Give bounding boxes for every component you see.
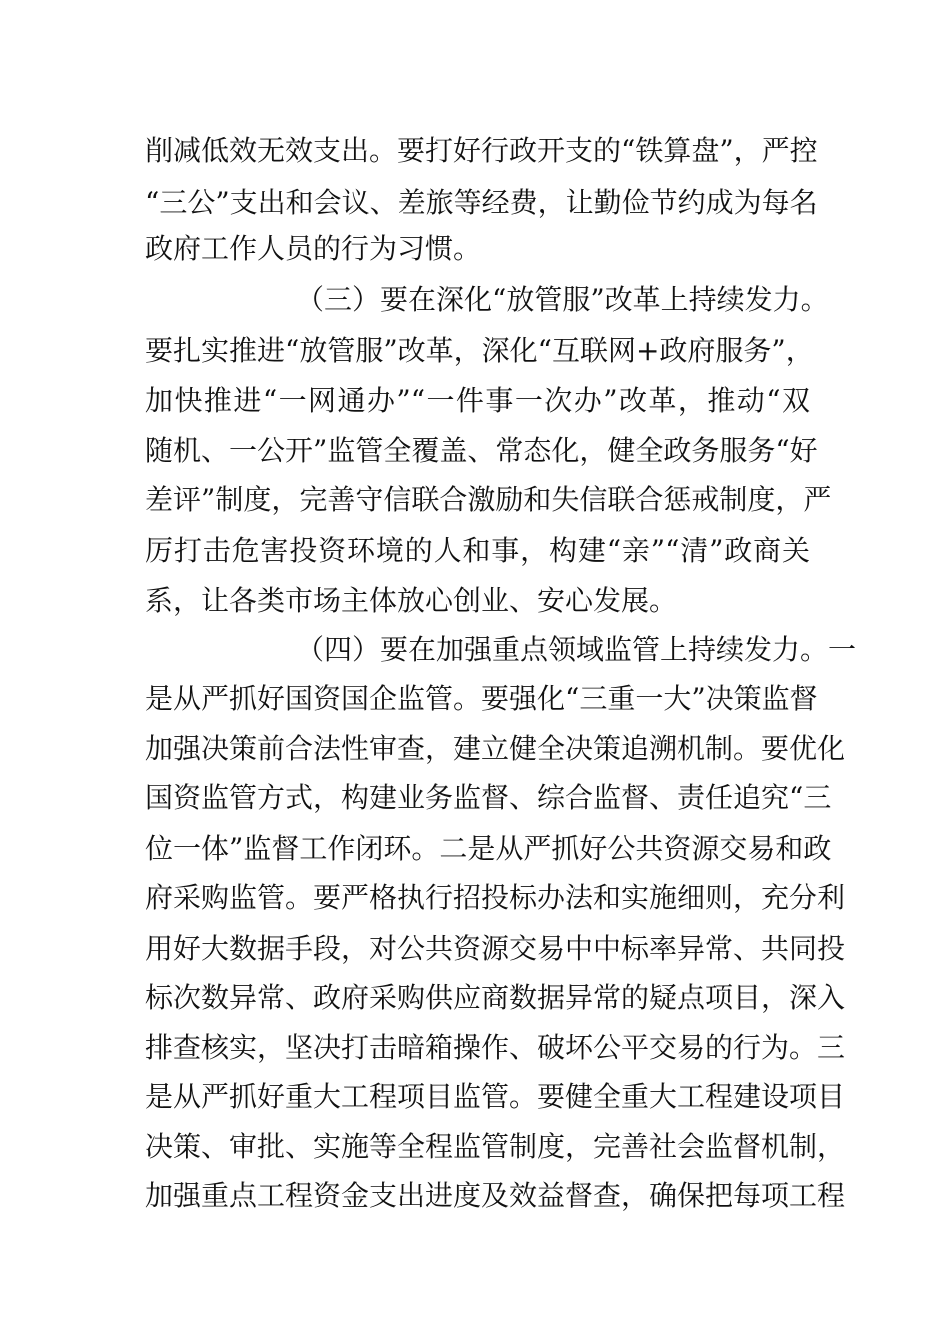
text-line-21: 决策、审批、实施等全程监管制度，完善社会监督机制， bbox=[145, 1130, 846, 1163]
text-line-16: 府采购监管。要严格执行招投标办法和实施细则，充分利 bbox=[145, 881, 846, 914]
text-line-14: 国资监管方式，构建业务监督、综合监督、责任追究“三 bbox=[145, 781, 832, 814]
text-line-7: 随机、一公开”监管全覆盖、常态化，健全政务服务“好 bbox=[145, 434, 818, 467]
text-line-6: 加快推进“一网通办”“一件事一次办”改革，推动“双 bbox=[145, 384, 810, 417]
text-line-20: 是从严抓好重大工程项目监管。要健全重大工程建设项目 bbox=[145, 1080, 846, 1113]
text-line-13: 加强决策前合法性审查，建立健全决策追溯机制。要优化 bbox=[145, 732, 846, 765]
text-line-10: 系，让各类市场主体放心创业、安心发展。 bbox=[145, 584, 678, 617]
section-heading-4: （四）要在加强重点领域监管上持续发力。一 bbox=[296, 633, 857, 666]
section-heading-3: （三）要在深化“放管服”改革上持续发力。 bbox=[296, 283, 829, 316]
text-line-12: 是从严抓好国资国企监管。要强化“三重一大”决策监督 bbox=[145, 682, 818, 715]
text-line-19: 排查核实，坚决打击暗箱操作、破坏公平交易的行为。三 bbox=[145, 1031, 846, 1064]
text-line-2: “三公”支出和会议、差旅等经费，让勤俭节约成为每名 bbox=[145, 186, 818, 219]
text-line-5: 要扎实推进“放管服”改革，深化“互联网+政府服务”， bbox=[145, 334, 814, 367]
text-line-17: 用好大数据手段，对公共资源交易中中标率异常、共同投 bbox=[145, 932, 846, 965]
text-line-18: 标次数异常、政府采购供应商数据异常的疑点项目，深入 bbox=[145, 981, 846, 1014]
text-line-22: 加强重点工程资金支出进度及效益督查，确保把每项工程 bbox=[145, 1179, 846, 1212]
text-line-3: 政府工作人员的行为习惯。 bbox=[145, 232, 482, 265]
text-line-1: 削减低效无效支出。要打好行政开支的“铁算盘”，严控 bbox=[145, 134, 818, 167]
text-line-8: 差评”制度，完善守信联合激励和失信联合惩戒制度，严 bbox=[145, 483, 832, 516]
text-line-9: 厉打击危害投资环境的人和事，构建“亲”“清”政商关 bbox=[145, 534, 810, 567]
text-line-15: 位一体”监督工作闭环。二是从严抓好公共资源交易和政 bbox=[145, 832, 832, 865]
